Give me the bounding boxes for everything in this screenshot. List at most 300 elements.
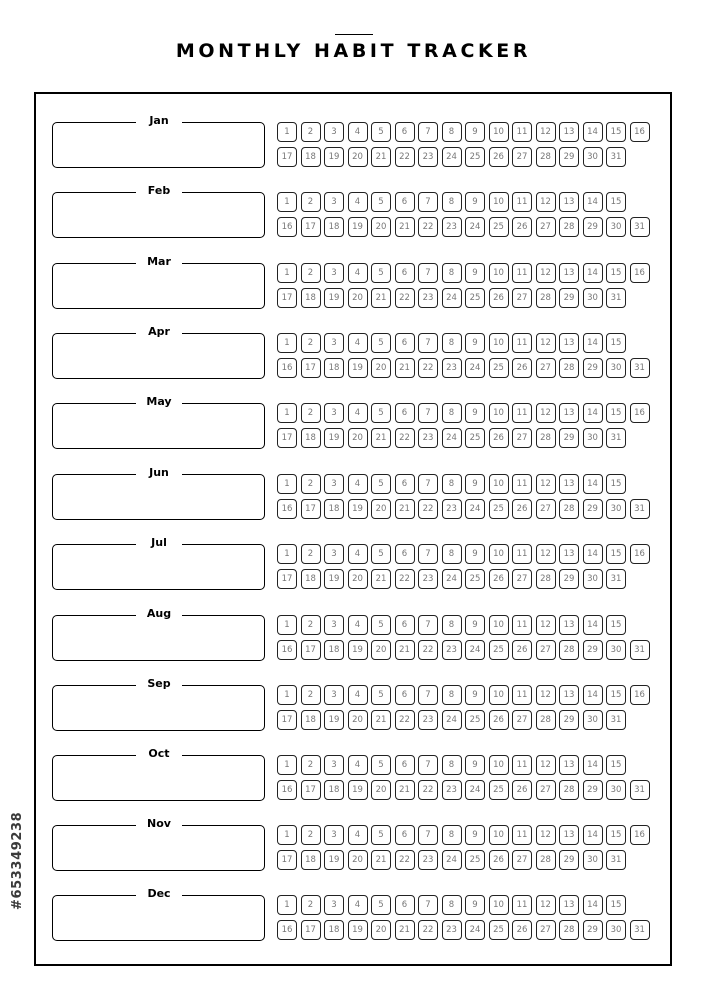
day-checkbox[interactable]: 17 — [277, 288, 297, 308]
day-checkbox[interactable]: 21 — [395, 217, 415, 237]
habit-note-box[interactable] — [52, 403, 265, 449]
day-checkbox[interactable]: 15 — [606, 333, 626, 353]
day-checkbox[interactable]: 14 — [583, 474, 603, 494]
habit-note-box[interactable] — [52, 825, 265, 871]
day-checkbox[interactable]: 29 — [559, 288, 579, 308]
day-checkbox[interactable]: 5 — [371, 122, 391, 142]
day-checkbox[interactable]: 15 — [606, 474, 626, 494]
day-checkbox[interactable]: 16 — [277, 217, 297, 237]
day-checkbox[interactable]: 30 — [583, 288, 603, 308]
day-checkbox[interactable]: 23 — [442, 499, 462, 519]
day-checkbox[interactable]: 11 — [512, 825, 532, 845]
day-checkbox[interactable]: 13 — [559, 474, 579, 494]
day-checkbox[interactable]: 27 — [512, 710, 532, 730]
day-checkbox[interactable]: 24 — [465, 920, 485, 940]
day-checkbox[interactable]: 10 — [489, 333, 509, 353]
day-checkbox[interactable]: 16 — [277, 920, 297, 940]
day-checkbox[interactable]: 19 — [348, 920, 368, 940]
day-checkbox[interactable]: 16 — [630, 825, 650, 845]
day-checkbox[interactable]: 27 — [536, 217, 556, 237]
day-checkbox[interactable]: 25 — [465, 850, 485, 870]
day-checkbox[interactable]: 29 — [583, 780, 603, 800]
day-checkbox[interactable]: 25 — [465, 147, 485, 167]
day-checkbox[interactable]: 22 — [418, 217, 438, 237]
day-checkbox[interactable]: 20 — [371, 499, 391, 519]
day-checkbox[interactable]: 23 — [418, 569, 438, 589]
day-checkbox[interactable]: 19 — [324, 147, 344, 167]
day-checkbox[interactable]: 30 — [583, 569, 603, 589]
day-checkbox[interactable]: 20 — [348, 428, 368, 448]
day-checkbox[interactable]: 14 — [583, 122, 603, 142]
day-checkbox[interactable]: 1 — [277, 685, 297, 705]
day-checkbox[interactable]: 10 — [489, 122, 509, 142]
day-checkbox[interactable]: 13 — [559, 192, 579, 212]
day-checkbox[interactable]: 16 — [630, 263, 650, 283]
day-checkbox[interactable]: 22 — [395, 850, 415, 870]
day-checkbox[interactable]: 24 — [465, 499, 485, 519]
day-checkbox[interactable]: 17 — [301, 217, 321, 237]
day-checkbox[interactable]: 24 — [442, 710, 462, 730]
day-checkbox[interactable]: 26 — [512, 780, 532, 800]
day-checkbox[interactable]: 16 — [630, 544, 650, 564]
day-checkbox[interactable]: 9 — [465, 825, 485, 845]
day-checkbox[interactable]: 7 — [418, 825, 438, 845]
day-checkbox[interactable]: 9 — [465, 474, 485, 494]
day-checkbox[interactable]: 30 — [606, 640, 626, 660]
day-checkbox[interactable]: 22 — [395, 428, 415, 448]
day-checkbox[interactable]: 2 — [301, 544, 321, 564]
day-checkbox[interactable]: 24 — [465, 640, 485, 660]
day-checkbox[interactable]: 15 — [606, 615, 626, 635]
day-checkbox[interactable]: 4 — [348, 755, 368, 775]
day-checkbox[interactable]: 31 — [606, 569, 626, 589]
day-checkbox[interactable]: 18 — [301, 710, 321, 730]
day-checkbox[interactable]: 2 — [301, 333, 321, 353]
day-checkbox[interactable]: 3 — [324, 825, 344, 845]
day-checkbox[interactable]: 25 — [489, 640, 509, 660]
day-checkbox[interactable]: 23 — [442, 920, 462, 940]
day-checkbox[interactable]: 19 — [324, 710, 344, 730]
day-checkbox[interactable]: 31 — [606, 710, 626, 730]
day-checkbox[interactable]: 14 — [583, 544, 603, 564]
day-checkbox[interactable]: 13 — [559, 122, 579, 142]
day-checkbox[interactable]: 9 — [465, 263, 485, 283]
day-checkbox[interactable]: 11 — [512, 755, 532, 775]
day-checkbox[interactable]: 4 — [348, 685, 368, 705]
day-checkbox[interactable]: 8 — [442, 544, 462, 564]
day-checkbox[interactable]: 18 — [301, 288, 321, 308]
day-checkbox[interactable]: 21 — [395, 780, 415, 800]
day-checkbox[interactable]: 14 — [583, 825, 603, 845]
day-checkbox[interactable]: 20 — [348, 569, 368, 589]
day-checkbox[interactable]: 5 — [371, 403, 391, 423]
day-checkbox[interactable]: 13 — [559, 755, 579, 775]
day-checkbox[interactable]: 18 — [324, 358, 344, 378]
day-checkbox[interactable]: 19 — [324, 569, 344, 589]
day-checkbox[interactable]: 13 — [559, 333, 579, 353]
day-checkbox[interactable]: 23 — [442, 780, 462, 800]
day-checkbox[interactable]: 15 — [606, 403, 626, 423]
day-checkbox[interactable]: 11 — [512, 192, 532, 212]
day-checkbox[interactable]: 24 — [465, 217, 485, 237]
day-checkbox[interactable]: 20 — [371, 640, 391, 660]
day-checkbox[interactable]: 4 — [348, 474, 368, 494]
day-checkbox[interactable]: 9 — [465, 615, 485, 635]
day-checkbox[interactable]: 28 — [559, 499, 579, 519]
day-checkbox[interactable]: 10 — [489, 263, 509, 283]
day-checkbox[interactable]: 18 — [324, 780, 344, 800]
day-checkbox[interactable]: 25 — [489, 217, 509, 237]
day-checkbox[interactable]: 2 — [301, 755, 321, 775]
day-checkbox[interactable]: 12 — [536, 544, 556, 564]
day-checkbox[interactable]: 17 — [277, 850, 297, 870]
day-checkbox[interactable]: 20 — [371, 358, 391, 378]
day-checkbox[interactable]: 15 — [606, 825, 626, 845]
day-checkbox[interactable]: 15 — [606, 685, 626, 705]
day-checkbox[interactable]: 25 — [465, 569, 485, 589]
day-checkbox[interactable]: 26 — [512, 358, 532, 378]
day-checkbox[interactable]: 8 — [442, 474, 462, 494]
day-checkbox[interactable]: 21 — [371, 428, 391, 448]
day-checkbox[interactable]: 17 — [277, 569, 297, 589]
day-checkbox[interactable]: 2 — [301, 825, 321, 845]
day-checkbox[interactable]: 3 — [324, 122, 344, 142]
day-checkbox[interactable]: 6 — [395, 544, 415, 564]
day-checkbox[interactable]: 12 — [536, 192, 556, 212]
day-checkbox[interactable]: 21 — [395, 920, 415, 940]
day-checkbox[interactable]: 11 — [512, 895, 532, 915]
day-checkbox[interactable]: 17 — [301, 640, 321, 660]
day-checkbox[interactable]: 7 — [418, 192, 438, 212]
day-checkbox[interactable]: 15 — [606, 544, 626, 564]
day-checkbox[interactable]: 13 — [559, 825, 579, 845]
day-checkbox[interactable]: 9 — [465, 755, 485, 775]
day-checkbox[interactable]: 25 — [489, 780, 509, 800]
day-checkbox[interactable]: 5 — [371, 263, 391, 283]
day-checkbox[interactable]: 11 — [512, 403, 532, 423]
day-checkbox[interactable]: 18 — [301, 147, 321, 167]
day-checkbox[interactable]: 6 — [395, 685, 415, 705]
day-checkbox[interactable]: 4 — [348, 615, 368, 635]
day-checkbox[interactable]: 2 — [301, 122, 321, 142]
day-checkbox[interactable]: 2 — [301, 615, 321, 635]
day-checkbox[interactable]: 21 — [371, 288, 391, 308]
day-checkbox[interactable]: 29 — [583, 640, 603, 660]
day-checkbox[interactable]: 22 — [395, 288, 415, 308]
day-checkbox[interactable]: 6 — [395, 755, 415, 775]
day-checkbox[interactable]: 22 — [418, 358, 438, 378]
day-checkbox[interactable]: 24 — [442, 569, 462, 589]
day-checkbox[interactable]: 19 — [348, 358, 368, 378]
day-checkbox[interactable]: 10 — [489, 192, 509, 212]
day-checkbox[interactable]: 24 — [442, 288, 462, 308]
day-checkbox[interactable]: 10 — [489, 474, 509, 494]
day-checkbox[interactable]: 23 — [418, 850, 438, 870]
day-checkbox[interactable]: 8 — [442, 755, 462, 775]
day-checkbox[interactable]: 27 — [536, 640, 556, 660]
day-checkbox[interactable]: 3 — [324, 263, 344, 283]
day-checkbox[interactable]: 9 — [465, 544, 485, 564]
day-checkbox[interactable]: 18 — [324, 920, 344, 940]
day-checkbox[interactable]: 28 — [536, 569, 556, 589]
day-checkbox[interactable]: 14 — [583, 192, 603, 212]
day-checkbox[interactable]: 31 — [630, 217, 650, 237]
day-checkbox[interactable]: 21 — [371, 147, 391, 167]
day-checkbox[interactable]: 13 — [559, 615, 579, 635]
day-checkbox[interactable]: 28 — [536, 850, 556, 870]
day-checkbox[interactable]: 23 — [442, 358, 462, 378]
day-checkbox[interactable]: 26 — [489, 850, 509, 870]
day-checkbox[interactable]: 19 — [324, 850, 344, 870]
day-checkbox[interactable]: 26 — [489, 428, 509, 448]
day-checkbox[interactable]: 17 — [277, 710, 297, 730]
habit-note-box[interactable] — [52, 263, 265, 309]
habit-note-box[interactable] — [52, 615, 265, 661]
day-checkbox[interactable]: 30 — [606, 499, 626, 519]
day-checkbox[interactable]: 10 — [489, 895, 509, 915]
day-checkbox[interactable]: 31 — [630, 640, 650, 660]
day-checkbox[interactable]: 14 — [583, 755, 603, 775]
day-checkbox[interactable]: 20 — [348, 850, 368, 870]
day-checkbox[interactable]: 13 — [559, 263, 579, 283]
day-checkbox[interactable]: 12 — [536, 122, 556, 142]
day-checkbox[interactable]: 1 — [277, 333, 297, 353]
day-checkbox[interactable]: 26 — [512, 499, 532, 519]
day-checkbox[interactable]: 31 — [606, 147, 626, 167]
day-checkbox[interactable]: 1 — [277, 122, 297, 142]
day-checkbox[interactable]: 4 — [348, 122, 368, 142]
day-checkbox[interactable]: 11 — [512, 544, 532, 564]
day-checkbox[interactable]: 3 — [324, 192, 344, 212]
day-checkbox[interactable]: 12 — [536, 403, 556, 423]
day-checkbox[interactable]: 7 — [418, 333, 438, 353]
day-checkbox[interactable]: 27 — [512, 850, 532, 870]
day-checkbox[interactable]: 27 — [536, 499, 556, 519]
day-checkbox[interactable]: 19 — [324, 428, 344, 448]
day-checkbox[interactable]: 14 — [583, 685, 603, 705]
day-checkbox[interactable]: 23 — [418, 288, 438, 308]
day-checkbox[interactable]: 6 — [395, 122, 415, 142]
day-checkbox[interactable]: 8 — [442, 895, 462, 915]
day-checkbox[interactable]: 21 — [371, 710, 391, 730]
day-checkbox[interactable]: 12 — [536, 825, 556, 845]
day-checkbox[interactable]: 14 — [583, 403, 603, 423]
day-checkbox[interactable]: 24 — [442, 428, 462, 448]
day-checkbox[interactable]: 2 — [301, 685, 321, 705]
day-checkbox[interactable]: 22 — [395, 710, 415, 730]
day-checkbox[interactable]: 18 — [301, 569, 321, 589]
day-checkbox[interactable]: 3 — [324, 895, 344, 915]
day-checkbox[interactable]: 9 — [465, 403, 485, 423]
day-checkbox[interactable]: 31 — [606, 850, 626, 870]
day-checkbox[interactable]: 19 — [348, 499, 368, 519]
day-checkbox[interactable]: 30 — [606, 217, 626, 237]
day-checkbox[interactable]: 9 — [465, 685, 485, 705]
day-checkbox[interactable]: 28 — [559, 358, 579, 378]
day-checkbox[interactable]: 28 — [536, 147, 556, 167]
day-checkbox[interactable]: 31 — [630, 780, 650, 800]
day-checkbox[interactable]: 20 — [371, 920, 391, 940]
day-checkbox[interactable]: 5 — [371, 825, 391, 845]
day-checkbox[interactable]: 20 — [348, 147, 368, 167]
day-checkbox[interactable]: 28 — [536, 288, 556, 308]
day-checkbox[interactable]: 1 — [277, 895, 297, 915]
day-checkbox[interactable]: 25 — [489, 920, 509, 940]
day-checkbox[interactable]: 3 — [324, 685, 344, 705]
day-checkbox[interactable]: 11 — [512, 615, 532, 635]
day-checkbox[interactable]: 29 — [559, 569, 579, 589]
day-checkbox[interactable]: 31 — [630, 358, 650, 378]
day-checkbox[interactable]: 6 — [395, 825, 415, 845]
day-checkbox[interactable]: 29 — [559, 710, 579, 730]
day-checkbox[interactable]: 6 — [395, 192, 415, 212]
habit-note-box[interactable] — [52, 122, 265, 168]
day-checkbox[interactable]: 30 — [606, 358, 626, 378]
day-checkbox[interactable]: 5 — [371, 192, 391, 212]
day-checkbox[interactable]: 12 — [536, 333, 556, 353]
day-checkbox[interactable]: 10 — [489, 825, 509, 845]
day-checkbox[interactable]: 18 — [324, 499, 344, 519]
day-checkbox[interactable]: 28 — [559, 780, 579, 800]
day-checkbox[interactable]: 24 — [465, 780, 485, 800]
day-checkbox[interactable]: 30 — [606, 780, 626, 800]
habit-note-box[interactable] — [52, 474, 265, 520]
day-checkbox[interactable]: 10 — [489, 544, 509, 564]
day-checkbox[interactable]: 15 — [606, 192, 626, 212]
day-checkbox[interactable]: 21 — [371, 850, 391, 870]
day-checkbox[interactable]: 8 — [442, 192, 462, 212]
day-checkbox[interactable]: 22 — [418, 499, 438, 519]
day-checkbox[interactable]: 27 — [512, 428, 532, 448]
day-checkbox[interactable]: 1 — [277, 263, 297, 283]
habit-note-box[interactable] — [52, 755, 265, 801]
day-checkbox[interactable]: 2 — [301, 192, 321, 212]
day-checkbox[interactable]: 20 — [348, 710, 368, 730]
day-checkbox[interactable]: 29 — [583, 358, 603, 378]
day-checkbox[interactable]: 2 — [301, 403, 321, 423]
day-checkbox[interactable]: 18 — [324, 640, 344, 660]
day-checkbox[interactable]: 16 — [277, 358, 297, 378]
day-checkbox[interactable]: 16 — [630, 403, 650, 423]
day-checkbox[interactable]: 21 — [395, 640, 415, 660]
day-checkbox[interactable]: 7 — [418, 615, 438, 635]
day-checkbox[interactable]: 31 — [606, 288, 626, 308]
day-checkbox[interactable]: 6 — [395, 403, 415, 423]
day-checkbox[interactable]: 17 — [277, 147, 297, 167]
day-checkbox[interactable]: 23 — [442, 640, 462, 660]
day-checkbox[interactable]: 10 — [489, 615, 509, 635]
day-checkbox[interactable]: 4 — [348, 403, 368, 423]
day-checkbox[interactable]: 5 — [371, 895, 391, 915]
day-checkbox[interactable]: 3 — [324, 403, 344, 423]
day-checkbox[interactable]: 27 — [536, 358, 556, 378]
day-checkbox[interactable]: 14 — [583, 333, 603, 353]
day-checkbox[interactable]: 21 — [395, 499, 415, 519]
day-checkbox[interactable]: 4 — [348, 263, 368, 283]
day-checkbox[interactable]: 6 — [395, 474, 415, 494]
day-checkbox[interactable]: 16 — [630, 122, 650, 142]
day-checkbox[interactable]: 3 — [324, 755, 344, 775]
day-checkbox[interactable]: 29 — [583, 217, 603, 237]
day-checkbox[interactable]: 12 — [536, 755, 556, 775]
day-checkbox[interactable]: 11 — [512, 122, 532, 142]
day-checkbox[interactable]: 26 — [489, 710, 509, 730]
day-checkbox[interactable]: 6 — [395, 615, 415, 635]
day-checkbox[interactable]: 3 — [324, 474, 344, 494]
day-checkbox[interactable]: 12 — [536, 615, 556, 635]
day-checkbox[interactable]: 14 — [583, 263, 603, 283]
day-checkbox[interactable]: 2 — [301, 263, 321, 283]
day-checkbox[interactable]: 15 — [606, 755, 626, 775]
day-checkbox[interactable]: 29 — [559, 850, 579, 870]
day-checkbox[interactable]: 22 — [418, 920, 438, 940]
day-checkbox[interactable]: 25 — [465, 428, 485, 448]
day-checkbox[interactable]: 20 — [348, 288, 368, 308]
day-checkbox[interactable]: 5 — [371, 474, 391, 494]
day-checkbox[interactable]: 11 — [512, 263, 532, 283]
day-checkbox[interactable]: 5 — [371, 755, 391, 775]
day-checkbox[interactable]: 16 — [277, 640, 297, 660]
day-checkbox[interactable]: 15 — [606, 263, 626, 283]
day-checkbox[interactable]: 5 — [371, 333, 391, 353]
day-checkbox[interactable]: 7 — [418, 755, 438, 775]
day-checkbox[interactable]: 6 — [395, 895, 415, 915]
day-checkbox[interactable]: 6 — [395, 263, 415, 283]
day-checkbox[interactable]: 12 — [536, 895, 556, 915]
day-checkbox[interactable]: 28 — [536, 428, 556, 448]
day-checkbox[interactable]: 30 — [583, 147, 603, 167]
day-checkbox[interactable]: 24 — [442, 850, 462, 870]
day-checkbox[interactable]: 29 — [583, 499, 603, 519]
habit-note-box[interactable] — [52, 544, 265, 590]
day-checkbox[interactable]: 30 — [583, 850, 603, 870]
day-checkbox[interactable]: 22 — [418, 640, 438, 660]
habit-note-box[interactable] — [52, 895, 265, 941]
day-checkbox[interactable]: 24 — [442, 147, 462, 167]
day-checkbox[interactable]: 1 — [277, 755, 297, 775]
day-checkbox[interactable]: 22 — [395, 147, 415, 167]
day-checkbox[interactable]: 19 — [348, 640, 368, 660]
day-checkbox[interactable]: 23 — [418, 147, 438, 167]
day-checkbox[interactable]: 18 — [301, 428, 321, 448]
day-checkbox[interactable]: 23 — [418, 710, 438, 730]
day-checkbox[interactable]: 7 — [418, 544, 438, 564]
day-checkbox[interactable]: 8 — [442, 403, 462, 423]
day-checkbox[interactable]: 28 — [559, 217, 579, 237]
day-checkbox[interactable]: 20 — [371, 217, 391, 237]
day-checkbox[interactable]: 9 — [465, 895, 485, 915]
day-checkbox[interactable]: 17 — [277, 428, 297, 448]
day-checkbox[interactable]: 5 — [371, 615, 391, 635]
day-checkbox[interactable]: 11 — [512, 474, 532, 494]
day-checkbox[interactable]: 31 — [630, 499, 650, 519]
day-checkbox[interactable]: 8 — [442, 122, 462, 142]
day-checkbox[interactable]: 7 — [418, 122, 438, 142]
day-checkbox[interactable]: 26 — [512, 920, 532, 940]
day-checkbox[interactable]: 16 — [277, 780, 297, 800]
day-checkbox[interactable]: 15 — [606, 122, 626, 142]
day-checkbox[interactable]: 17 — [301, 920, 321, 940]
day-checkbox[interactable]: 1 — [277, 544, 297, 564]
day-checkbox[interactable]: 11 — [512, 333, 532, 353]
day-checkbox[interactable]: 12 — [536, 263, 556, 283]
day-checkbox[interactable]: 25 — [465, 288, 485, 308]
day-checkbox[interactable]: 1 — [277, 403, 297, 423]
day-checkbox[interactable]: 7 — [418, 895, 438, 915]
day-checkbox[interactable]: 31 — [630, 920, 650, 940]
day-checkbox[interactable]: 17 — [301, 780, 321, 800]
day-checkbox[interactable]: 9 — [465, 122, 485, 142]
